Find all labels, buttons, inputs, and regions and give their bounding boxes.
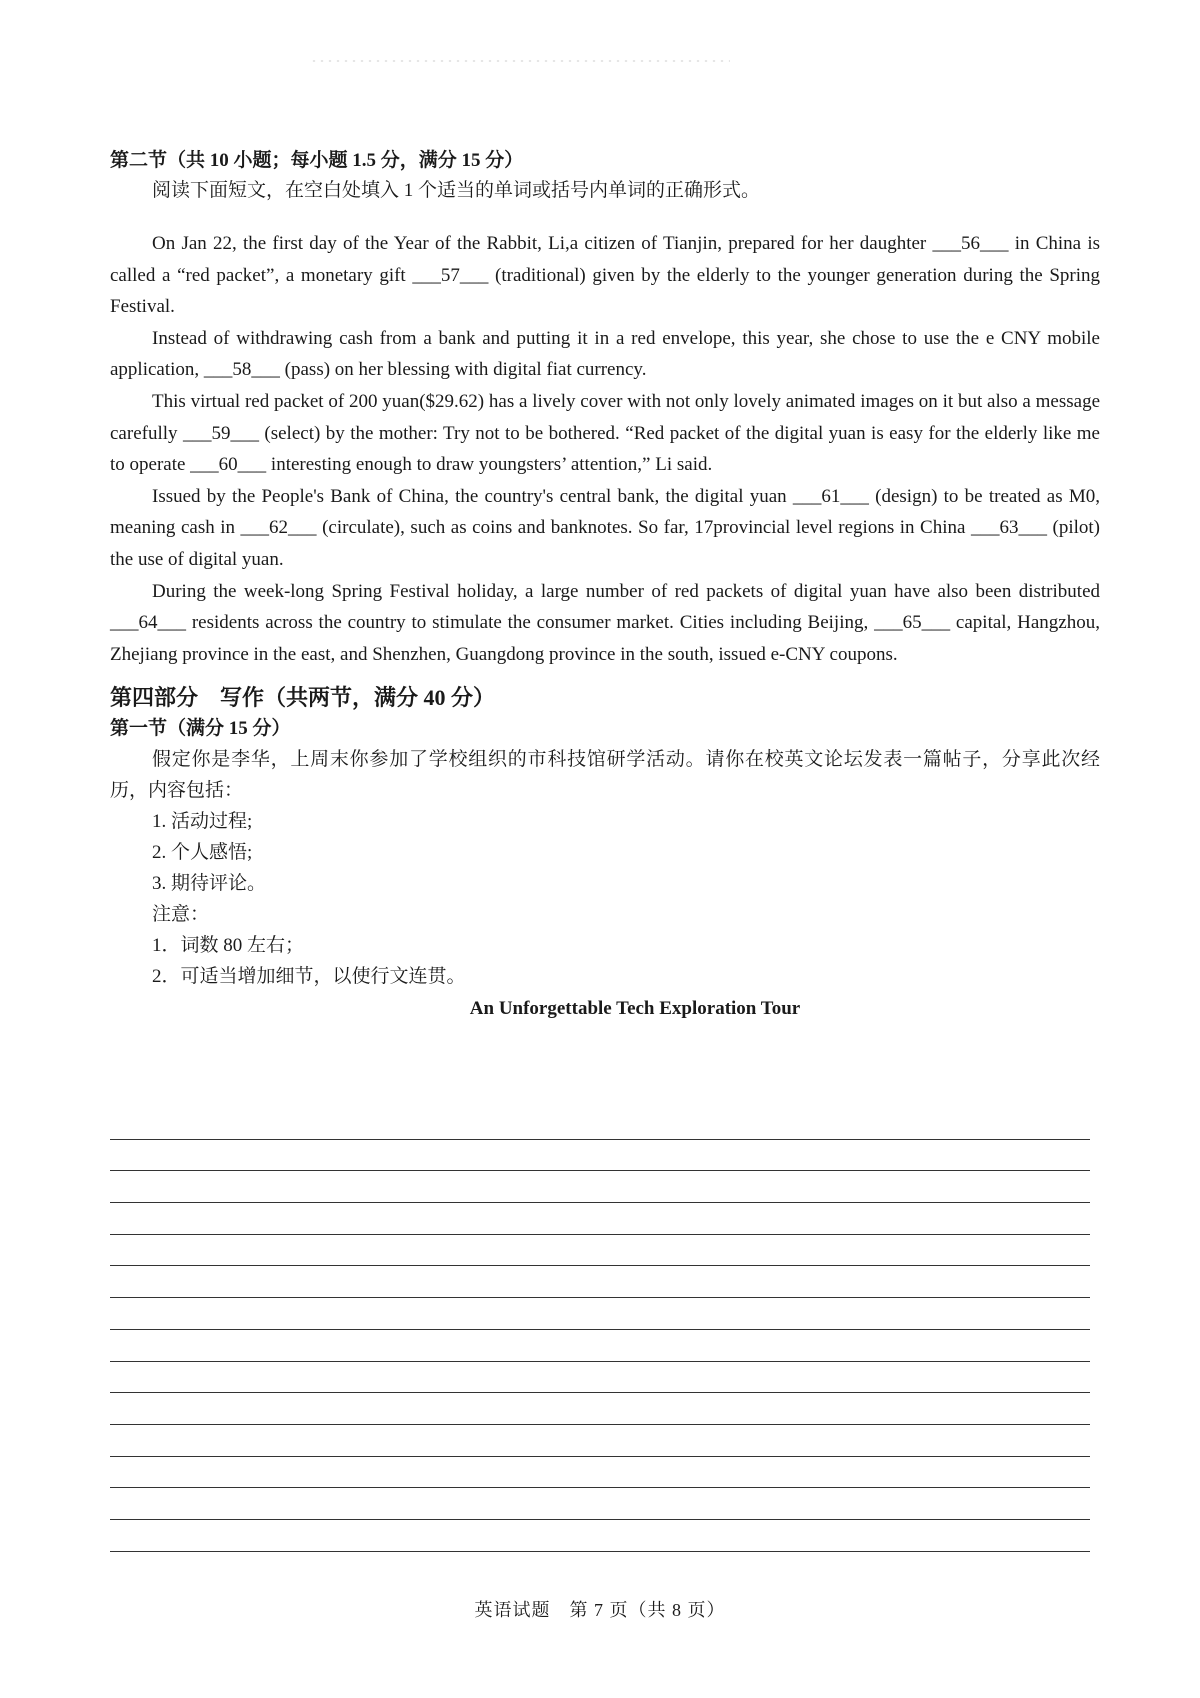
- writing-line[interactable]: [110, 1266, 1090, 1298]
- section2-heading: 第二节（共 10 小题；每小题 1.5 分，满分 15 分）: [110, 150, 524, 171]
- page-footer: 英语试题 第 7 页（共 8 页）: [474, 1600, 726, 1620]
- prompt-item-1: 1. 活动过程;: [152, 811, 253, 833]
- part4-heading: 第四部分 写作（共两节，满分 40 分）: [110, 685, 496, 711]
- note-item-1: 1．词数 80 左右；: [152, 935, 305, 957]
- writing-line[interactable]: [110, 1171, 1090, 1203]
- passage-paragraph-2: Instead of withdrawing cash from a bank and putting it in a red envelope, this year, she chose to use the e CNY mobile application, ___58___ (pass) on her blessing with digital fiat currency.: [110, 327, 1100, 381]
- writing-line[interactable]: [110, 1235, 1090, 1267]
- writing-prompt: 假定你是李华，上周末你参加了学校组织的市科技馆研学活动。请你在校英文论坛发表一篇帖子，分享此次经历，内容包括：: [110, 749, 1100, 802]
- scan-artifact: [310, 58, 730, 64]
- writing-lines[interactable]: [110, 1108, 1090, 1552]
- writing-line[interactable]: [110, 1298, 1090, 1330]
- passage-paragraph-3: This virtual red packet of 200 yuan($29.62) has a lively cover with not only lovely animated images on it but also a message carefully ___59___ (select) by the mother: Try not to be bothered. “Red packet of the digital yuan is easy for the elderly like me to operate ___60___ interesting enough to draw youngsters’ attention,” Li said.: [110, 390, 1100, 476]
- writing-line[interactable]: [110, 1393, 1090, 1425]
- section2-instruction: 阅读下面短文，在空白处填入 1 个适当的单词或括号内单词的正确形式。: [152, 180, 761, 201]
- writing-line[interactable]: [110, 1108, 1090, 1140]
- note-item-2: 2．可适当增加细节，以使行文连贯。: [152, 966, 466, 988]
- writing-line[interactable]: [110, 1425, 1090, 1457]
- passage-paragraph-5: During the week-long Spring Festival holiday, a large number of red packets of digital yuan have also been distributed ___64___ residents across the country to stimulate the consumer market. Cities including Beijing, ___65___ capital, Hangzhou, Zhejiang province in the east, and Shenzhen, Guangdong province in the south, issued e-CNY coupons.: [110, 580, 1100, 665]
- writing-line[interactable]: [110, 1362, 1090, 1394]
- page-content: [110, 146, 1100, 1024]
- prompt-item-2: 2. 个人感悟;: [152, 842, 253, 864]
- essay-title: An Unforgettable Tech Exploration Tour: [469, 998, 801, 1020]
- writing-line[interactable]: [110, 1140, 1090, 1172]
- passage-paragraph-1: On Jan 22, the first day of the Year of the Rabbit, Li,a citizen of Tianjin, prepared for her daughter ___56___ in China is called a “red packet”, a monetary gift ___57___ (traditional) given by the elderly to the younger generation during the Spring Festival.: [110, 233, 1100, 318]
- passage-paragraph-4: Issued by the People's Bank of China, the country's central bank, the digital yuan ___61___ (design) to be treated as M0, meaning cash in ___62___ (circulate), such as coins and banknotes. So far, 17provincial level regions in China ___63___ (pilot) the use of digital yuan.: [110, 485, 1100, 570]
- prompt-item-3: 3. 期待评论。: [152, 873, 267, 895]
- writing-line[interactable]: [110, 1520, 1090, 1552]
- writing-line[interactable]: [110, 1457, 1090, 1489]
- writing-line[interactable]: [110, 1203, 1090, 1235]
- writing-line[interactable]: [110, 1330, 1090, 1362]
- part4-section1-heading: 第一节（满分 15 分）: [110, 718, 291, 740]
- writing-line[interactable]: [110, 1488, 1090, 1520]
- note-label: 注意：: [152, 904, 210, 926]
